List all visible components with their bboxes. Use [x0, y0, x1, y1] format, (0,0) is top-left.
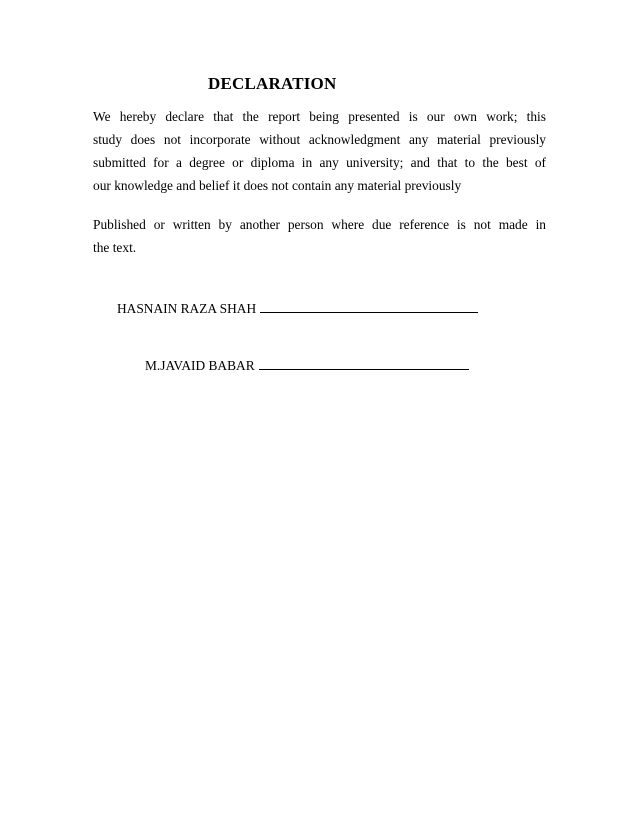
- declaration-title: DECLARATION: [208, 74, 337, 93]
- signatory-name: M.JAVAID BABAR: [145, 358, 255, 373]
- paragraph-line: We hereby declare that the report being presented is our own work; this: [93, 109, 546, 124]
- signature-line-1: [117, 300, 478, 317]
- signature-line-2: [145, 357, 469, 374]
- declaration-paragraph-2: [93, 213, 546, 259]
- declaration-paragraph-1: [93, 105, 546, 197]
- signatory-name: HASNAIN RAZA SHAH: [117, 301, 257, 316]
- paragraph-line: study does not incorporate without acknowledgment any material previously: [93, 132, 546, 147]
- paragraph-line: the text.: [93, 240, 137, 255]
- paragraph-line: Published or written by another person where due reference is not made in: [93, 217, 546, 232]
- paragraph-line: our knowledge and belief it does not contain any material previously: [93, 178, 462, 193]
- signature-blank: [260, 300, 478, 313]
- signature-blank: [259, 357, 469, 370]
- paragraph-line: submitted for a degree or diploma in any university; and that to the best of: [93, 155, 546, 170]
